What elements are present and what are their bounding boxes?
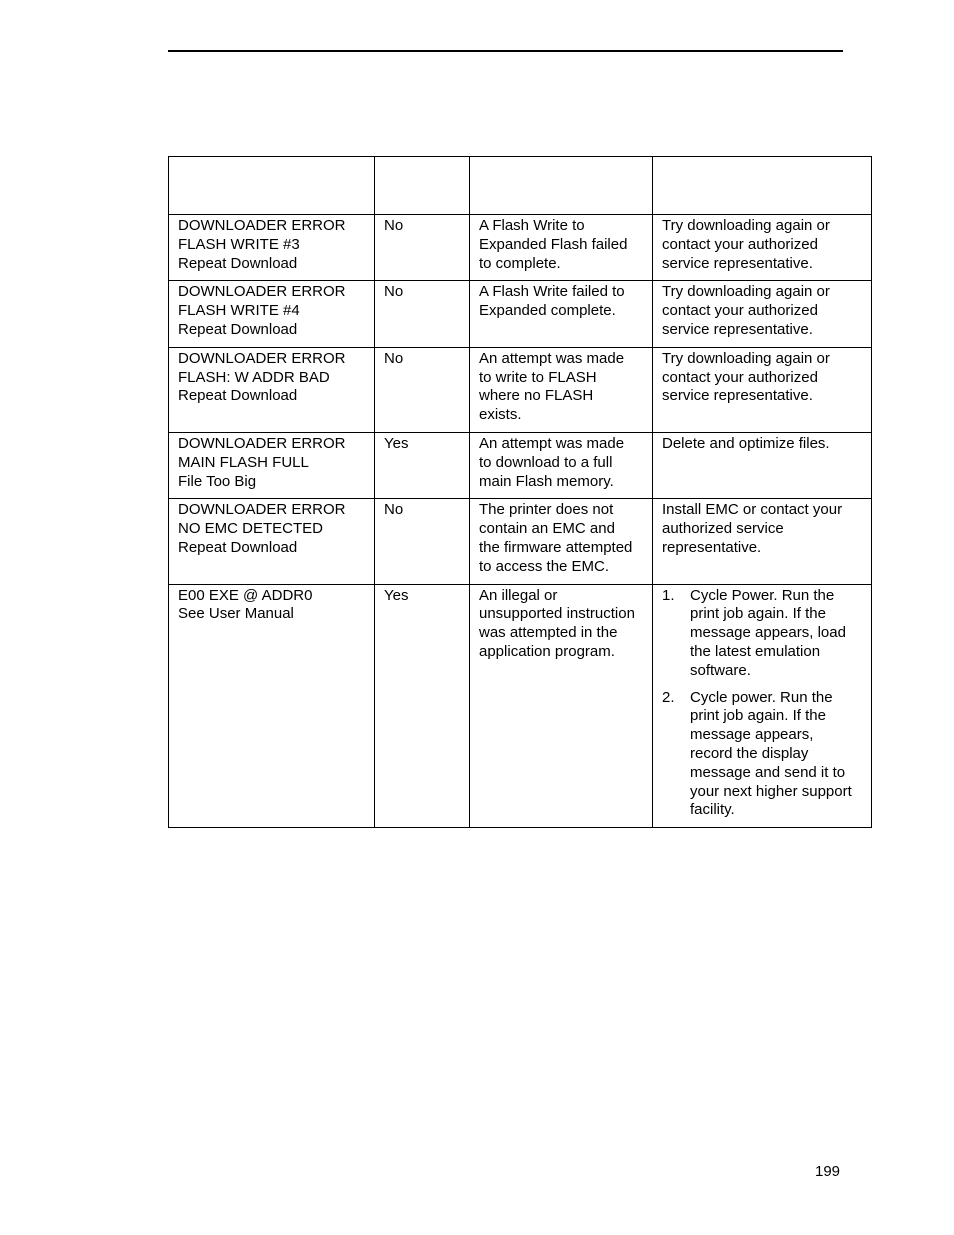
step-line: facility.: [690, 801, 735, 819]
solution-cell: [653, 432, 872, 498]
solution-steps: [662, 587, 863, 821]
reset-value: No: [384, 349, 404, 367]
message-line: Repeat Download: [178, 320, 298, 338]
solution-line: Delete and optimize files.: [662, 434, 830, 452]
explanation-line: contain an EMC and: [479, 520, 615, 538]
message-cell: [169, 584, 375, 828]
step-line: Cycle Power. Run the: [690, 586, 835, 604]
message-cell: [169, 432, 375, 498]
message-line: File Too Big: [178, 472, 257, 490]
header-cell-reset: [375, 157, 470, 215]
explanation-line: to access the EMC.: [479, 557, 610, 575]
table-row: [169, 281, 872, 347]
explanation-cell: [470, 281, 653, 347]
solution-cell: [653, 499, 872, 584]
header-rule: [168, 50, 843, 52]
reset-cell: [375, 432, 470, 498]
explanation-line: exists.: [479, 406, 522, 424]
solution-step: [662, 587, 863, 681]
explanation-line: to complete.: [479, 254, 561, 272]
explanation-cell: [470, 432, 653, 498]
table-row: [169, 499, 872, 584]
solution-line: authorized service: [662, 520, 784, 538]
message-line: Repeat Download: [178, 387, 298, 405]
reset-value: No: [384, 217, 404, 234]
message-line: DOWNLOADER ERROR: [178, 283, 346, 301]
reset-value: No: [384, 501, 404, 519]
message-line: FLASH WRITE #4: [178, 302, 300, 320]
explanation-cell: [470, 584, 653, 828]
table-header-row: [169, 157, 872, 215]
message-cell: [169, 215, 375, 281]
step-text: [690, 689, 863, 821]
message-line: Repeat Download: [178, 538, 298, 556]
message-cell: [169, 281, 375, 347]
solution-line: contact your authorized: [662, 302, 818, 320]
explanation-line: where no FLASH: [479, 387, 594, 405]
solution-line: contact your authorized: [662, 368, 818, 386]
explanation-line: A Flash Write failed to: [479, 283, 625, 301]
reset-value: Yes: [384, 586, 409, 604]
reset-cell: [375, 281, 470, 347]
message-line: FLASH: W ADDR BAD: [178, 368, 330, 386]
solution-line: service representative.: [662, 254, 813, 272]
message-line: Repeat Download: [178, 254, 298, 272]
reset-cell: [375, 347, 470, 432]
explanation-cell: [470, 499, 653, 584]
header-cell-message: [169, 157, 375, 215]
solution-cell: [653, 281, 872, 347]
page-number: 199: [815, 1163, 841, 1180]
header-cell-explanation: [470, 157, 653, 215]
explanation-line: A Flash Write to: [479, 217, 585, 234]
solution-cell: [653, 215, 872, 281]
reset-value: No: [384, 283, 404, 301]
step-line: message appears,: [690, 726, 814, 744]
explanation-line: An attempt was made: [479, 434, 625, 452]
explanation-line: to write to FLASH: [479, 368, 597, 386]
error-message-table: [168, 156, 872, 828]
step-line: your next higher support: [690, 782, 852, 800]
explanation-line: The printer does not: [479, 501, 614, 519]
message-line: FLASH WRITE #3: [178, 235, 300, 253]
step-line: message appears, load: [690, 624, 846, 642]
step-number: 1.: [662, 586, 675, 604]
message-cell: [169, 347, 375, 432]
message-line: E00 EXE @ ADDR0: [178, 586, 313, 604]
solution-line: service representative.: [662, 320, 813, 338]
message-line: DOWNLOADER ERROR: [178, 349, 346, 367]
explanation-line: main Flash memory.: [479, 472, 614, 490]
solution-step: [662, 689, 863, 821]
message-cell: [169, 499, 375, 584]
solution-cell: [653, 584, 872, 828]
solution-line: service representative.: [662, 387, 813, 405]
step-line: Cycle power. Run the: [690, 688, 833, 706]
table-row: [169, 432, 872, 498]
step-line: record the display: [690, 744, 809, 762]
table-row: [169, 584, 872, 828]
message-line: DOWNLOADER ERROR: [178, 501, 346, 519]
explanation-line: to download to a full: [479, 453, 613, 471]
table-row: [169, 215, 872, 281]
explanation-line: An attempt was made: [479, 349, 625, 367]
reset-cell: [375, 499, 470, 584]
step-line: the latest emulation: [690, 642, 821, 660]
table-row: [169, 347, 872, 432]
explanation-line: unsupported instruction: [479, 605, 635, 623]
explanation-line: An illegal or: [479, 586, 558, 604]
reset-cell: [375, 215, 470, 281]
message-line: DOWNLOADER ERROR: [178, 434, 346, 452]
explanation-line: application program.: [479, 642, 615, 660]
message-line: NO EMC DETECTED: [178, 520, 324, 538]
step-line: software.: [690, 661, 751, 679]
step-line: print job again. If the: [690, 707, 826, 725]
explanation-cell: [470, 215, 653, 281]
step-line: message and send it to: [690, 763, 846, 781]
explanation-cell: [470, 347, 653, 432]
reset-value: Yes: [384, 434, 409, 452]
solution-cell: [653, 347, 872, 432]
reset-cell: [375, 584, 470, 828]
solution-line: representative.: [662, 538, 762, 556]
explanation-line: Expanded complete.: [479, 302, 616, 320]
solution-line: Try downloading again or: [662, 283, 830, 301]
message-line: MAIN FLASH FULL: [178, 453, 309, 471]
solution-line: Install EMC or contact your: [662, 501, 843, 519]
step-number: 2.: [662, 688, 675, 706]
solution-line: Try downloading again or: [662, 217, 830, 234]
solution-line: contact your authorized: [662, 235, 818, 253]
step-text: [690, 587, 863, 681]
explanation-line: was attempted in the: [479, 624, 618, 642]
explanation-line: the firmware attempted: [479, 538, 633, 556]
step-line: print job again. If the: [690, 605, 826, 623]
explanation-line: Expanded Flash failed: [479, 235, 628, 253]
message-line: See User Manual: [178, 605, 294, 623]
solution-line: Try downloading again or: [662, 349, 830, 367]
header-cell-solution: [653, 157, 872, 215]
message-line: DOWNLOADER ERROR: [178, 217, 346, 234]
